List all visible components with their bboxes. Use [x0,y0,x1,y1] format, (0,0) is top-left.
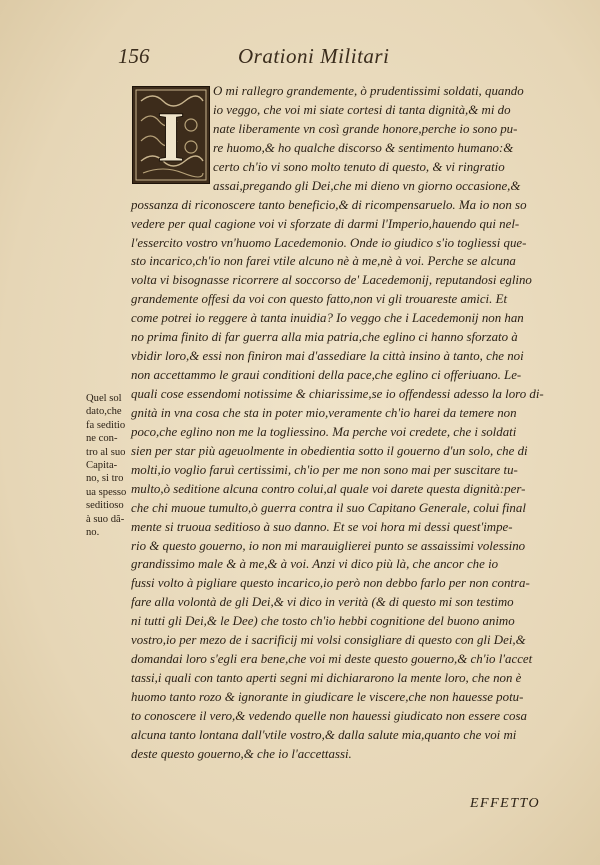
text-line: io veggo, che voi mi siate cortesi di tanta dignità,& mi do [213,102,511,117]
text-line: certo ch'io vi sono molto tenuto di questo, & vi ringratio [213,159,505,174]
text-line: no prima finito di far guerra alla mia patria,che eglino ci hanno sforzato à [131,330,518,345]
text-line: assai,pregando gli Dei,che mi dieno vn giorno occasione,& [213,178,521,193]
text-line: grandemente offesi da voi con questo fatto,non vi gli trouareste amici. Et [131,292,508,307]
initial-letter: I [156,97,186,177]
text-line: quali cose essendomi notissime & chiarissime,se io offendessi adesso la loro di- [131,387,544,401]
margin-note-line: Capita- [86,460,118,472]
text-line: che chi muoue tumulto,ò guerra contra il suo Capitano Generale, colui final [131,500,526,515]
text-line: to conoscere il vero,& vedendo quelle non hauessi giudicato non essere cosa [131,708,527,723]
margin-note-line: ua spesso [86,486,127,498]
margin-note-line: no. [86,527,100,539]
margin-note-line: no, si tro [86,473,124,485]
text-line: multo,ò seditione alcuna contro colui,al quale voi darete questa dignità:per- [131,481,526,496]
text-line: O mi rallegro grandemente, ò prudentissimi soldati, quando [213,84,524,98]
text-line: domandai loro s'egli era bene,che voi mi deste questo gouerno,& ch'io l'accet [131,652,533,667]
text-line: huomo tanto rozo & ignorante in giudicare le viscere,che non hauesse potu- [131,690,524,704]
text-line: vbidir loro,& essi non finiron mai d'assediare la città insino à tanto, che noi [131,349,524,364]
margin-note-line: Quel sol [86,393,122,404]
oration-text [131,82,573,764]
text-line: mente si truoua seditioso à suo danno. Et se voi hora mi dessi quest'impe- [131,519,513,534]
margin-note-line: dato,che [86,406,122,418]
running-title: Orationi Militari [238,44,390,68]
text-line: poco,che eglino non me la togliessino. Ma perche voi credete, che i soldati [131,424,517,439]
text-line: possanza di riconoscere tanto beneficio,& di ricompensaruelo. Ma io non so [131,197,527,212]
margin-note-line: ne con- [86,433,118,445]
margin-note [86,392,132,539]
text-line: volta vi bisognasse ricorrere al soccorso de' Lacedemonij, reputandosi eglino [131,273,532,288]
text-line: vostro,io per mezo de i sacrificij mi volsi consigliare di questo con gli Dei,& [131,633,526,648]
text-line: fare alla volontà de gli Dei,& vi dico in verità (& di questo mi son testimo [131,595,514,610]
text-line: l'essercito vostro vn'huomo Lacedemonio. Onde io giudico s'io togliessi que- [131,235,527,250]
text-line: tassi,i quali con tanto aperti segni mi dichiararono la mente loro, che non è [131,671,522,686]
text-line: non accettammo le graui conditioni della pace,che eglino ci offeriuano. Le- [131,368,522,383]
text-line: gnità in vna cosa che sta in poter mio,veramente ch'io harei da temere non [131,405,517,420]
margin-note-line: seditioso [86,500,124,512]
text-line: deste questo gouerno,& che io l'accettassi. [131,746,352,761]
text-line: sto incarico,ch'io non farei vtile alcuno nè à me,nè à voi. Perche se alcuna [131,254,516,269]
catchword: EFFETTO [470,796,541,811]
text-line: come potrei io reggere à tanta inuidia? Io veggo che i Lacedemonij non han [131,311,524,326]
text-line: grandissimo male & à me,& à voi. Anzi vi dico più là, che ancor che io [131,557,499,572]
page-number: 156 [118,44,150,68]
text-line: alcuna tanto lontana dall'vtile vostro,& dalla salute mia,quanto che voi mi [131,727,517,742]
page-header [118,44,578,74]
text-line: ni tutti gli Dei,& le Dee) che tosto ch'io hebbi cognitione del buono animo [131,614,515,629]
margin-note-line: tro al suo [86,446,126,458]
text-line: fussi volto à pigliare questo incarico,io però non debbo farlo per non contra- [131,576,530,591]
text-line: re huomo,& ho qualche discorso & sentimento humano:& [213,140,514,155]
text-line: nate liberamente vn così grande honore,perche io sono pu- [213,121,518,136]
margin-note-line: à suo dã- [86,513,125,525]
text-line: vedere per qual cagione voi vi sforzate di darmi l'Imperio,hauendo qui nel- [131,216,520,231]
text-line: sien per star più ageuolmente in obedientia sotto il gouerno d'un solo, che di [131,443,528,458]
text-line: rio & questo gouerno, io non mi marauiglierei punto se assaissimi volessino [131,538,526,553]
margin-note-line: fa seditio [86,419,126,431]
text-line: molti,io voglio faruì certissimi, ch'io per me non sono mai per suscitare tu- [131,462,518,477]
